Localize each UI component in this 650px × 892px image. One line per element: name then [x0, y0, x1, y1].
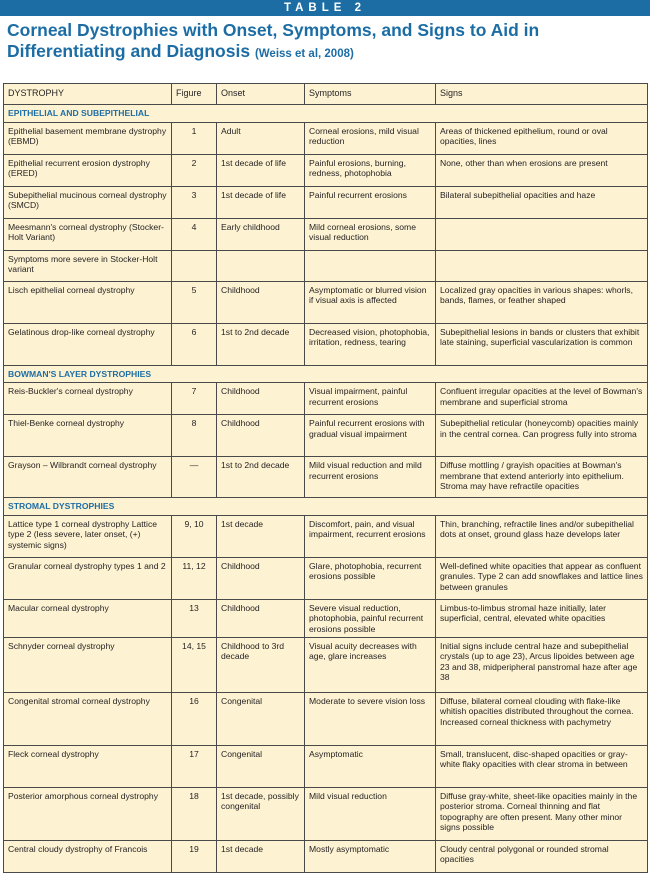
- cell-dystrophy: Symptoms more severe in Stocker-Holt variant: [4, 250, 172, 281]
- cell-dystrophy: Thiel-Benke corneal dystrophy: [4, 415, 172, 457]
- cell-onset: Adult: [217, 122, 305, 154]
- table-header-row: [4, 84, 648, 105]
- cell-figure: 3: [172, 186, 217, 218]
- cell-figure: —: [172, 457, 217, 498]
- cell-symptoms: [305, 250, 436, 281]
- cell-symptoms: Mostly asymptomatic: [305, 840, 436, 872]
- table-row: [4, 692, 648, 745]
- cell-signs: Localized gray opacities in various shapes: whorls, bands, flames, or feather shaped: [436, 281, 648, 323]
- title-citation: (Weiss et al, 2008): [254, 48, 354, 60]
- cell-signs: Cloudy central polygonal or rounded stromal opacities: [436, 840, 648, 872]
- cell-symptoms: Glare, photophobia, recurrent erosions possible: [305, 557, 436, 599]
- cell-symptoms: Asymptomatic: [305, 745, 436, 787]
- cell-onset: Childhood: [217, 415, 305, 457]
- cell-signs: [436, 218, 648, 250]
- cell-signs: Diffuse mottling / grayish opacities at Bowman's membrane that extend anteriorly into epithelium. Stroma may have refractile opacities: [436, 457, 648, 498]
- cell-dystrophy: Epithelial basement membrane dystrophy (EBMD): [4, 122, 172, 154]
- cell-symptoms: Visual acuity decreases with age, glare increases: [305, 637, 436, 692]
- section-row: [4, 498, 648, 516]
- cell-signs: None, other than when erosions are present: [436, 154, 648, 186]
- cell-signs: Subepithelial lesions in bands or clusters that exhibit late staining, superficial vascularization is common: [436, 323, 648, 365]
- table-row: [4, 787, 648, 840]
- title-area: [0, 16, 650, 79]
- cell-signs: [436, 250, 648, 281]
- table-row: [4, 637, 648, 692]
- cell-figure: 16: [172, 692, 217, 745]
- cell-signs: Limbus-to-limbus stromal haze initially, later superficial, central, elevated white opacities: [436, 599, 648, 637]
- column-header: Figure: [172, 84, 217, 105]
- table-row: [4, 218, 648, 250]
- cell-figure: 5: [172, 281, 217, 323]
- cell-dystrophy: Fleck corneal dystrophy: [4, 745, 172, 787]
- cell-figure: 18: [172, 787, 217, 840]
- cell-symptoms: Corneal erosions, mild visual reduction: [305, 122, 436, 154]
- cell-signs: Bilateral subepithelial opacities and haze: [436, 186, 648, 218]
- cell-dystrophy: Reis-Buckler's corneal dystrophy: [4, 383, 172, 415]
- cell-figure: 1: [172, 122, 217, 154]
- table-number-banner: [0, 0, 650, 16]
- table-body: [4, 105, 648, 873]
- cell-dystrophy: Central cloudy dystrophy of Francois: [4, 840, 172, 872]
- section-row: [4, 105, 648, 123]
- cell-symptoms: Severe visual reduction, photophobia, painful recurrent erosions possible: [305, 599, 436, 637]
- cell-dystrophy: Granular corneal dystrophy types 1 and 2: [4, 557, 172, 599]
- cell-figure: 9, 10: [172, 515, 217, 557]
- cell-dystrophy: Congenital stromal corneal dystrophy: [4, 692, 172, 745]
- cell-signs: Diffuse, bilateral corneal clouding with flake-like whitish opacities distributed throughout the cornea. Increased corneal thickness with pachymetry: [436, 692, 648, 745]
- cell-figure: 14, 15: [172, 637, 217, 692]
- cell-onset: 1st decade, possibly congenital: [217, 787, 305, 840]
- column-header: DYSTROPHY: [4, 84, 172, 105]
- cell-onset: Childhood: [217, 599, 305, 637]
- table-row: [4, 745, 648, 787]
- cell-figure: 4: [172, 218, 217, 250]
- cell-dystrophy: Gelatinous drop-like corneal dystrophy: [4, 323, 172, 365]
- cell-signs: Subepithelial reticular (honeycomb) opacities mainly in the central cornea. Can progress fully into stroma: [436, 415, 648, 457]
- cell-dystrophy: Grayson – Wilbrandt corneal dystrophy: [4, 457, 172, 498]
- cell-symptoms: Mild visual reduction: [305, 787, 436, 840]
- table-row: [4, 840, 648, 872]
- cell-onset: 1st to 2nd decade: [217, 457, 305, 498]
- table-row: [4, 323, 648, 365]
- cell-symptoms: Painful erosions, burning, redness, photophobia: [305, 154, 436, 186]
- cell-onset: Childhood: [217, 557, 305, 599]
- cell-onset: 1st decade of life: [217, 154, 305, 186]
- section-heading: BOWMAN'S LAYER DYSTROPHIES: [4, 365, 648, 383]
- cell-onset: Childhood: [217, 281, 305, 323]
- cell-signs: Thin, branching, refractile lines and/or subepithelial dots at onset, ground glass haze develops later: [436, 515, 648, 557]
- cell-onset: 1st decade of life: [217, 186, 305, 218]
- table-row: [4, 154, 648, 186]
- cell-symptoms: Visual impairment, painful recurrent erosions: [305, 383, 436, 415]
- cell-symptoms: Discomfort, pain, and visual impairment, recurrent erosions: [305, 515, 436, 557]
- table-row: [4, 383, 648, 415]
- cell-dystrophy: Schnyder corneal dystrophy: [4, 637, 172, 692]
- page-title: [7, 20, 642, 65]
- cell-dystrophy: Macular corneal dystrophy: [4, 599, 172, 637]
- dystrophy-table-container: [3, 83, 647, 873]
- table-number-label: TABLE 2: [283, 2, 367, 14]
- cell-symptoms: Painful recurrent erosions: [305, 186, 436, 218]
- cell-figure: [172, 250, 217, 281]
- cell-onset: Childhood to 3rd decade: [217, 637, 305, 692]
- section-row: [4, 365, 648, 383]
- table-row: [4, 250, 648, 281]
- title-text: Corneal Dystrophies with Onset, Symptoms, and Signs to Aid in Differentiating and Diagnosis: [7, 20, 540, 61]
- cell-dystrophy: Lisch epithelial corneal dystrophy: [4, 281, 172, 323]
- cell-onset: Congenital: [217, 745, 305, 787]
- cell-signs: Diffuse gray-white, sheet-like opacities mainly in the posterior stroma. Corneal thinning and flat topography are often present. Many other minor signs possible: [436, 787, 648, 840]
- cell-figure: 2: [172, 154, 217, 186]
- cell-onset: Early childhood: [217, 218, 305, 250]
- cell-onset: [217, 250, 305, 281]
- table-row: [4, 515, 648, 557]
- cell-signs: Confluent irregular opacities at the level of Bowman's membrane and superficial stroma: [436, 383, 648, 415]
- cell-symptoms: Mild visual reduction and mild recurrent erosions: [305, 457, 436, 498]
- cell-signs: Well-defined white opacities that appear as confluent granules. Type 2 can add snowflakes and lattice lines between granules: [436, 557, 648, 599]
- cell-signs: Areas of thickened epithelium, round or oval opacities, lines: [436, 122, 648, 154]
- cell-onset: 1st decade: [217, 515, 305, 557]
- cell-onset: Childhood: [217, 383, 305, 415]
- cell-dystrophy: Epithelial recurrent erosion dystrophy (ERED): [4, 154, 172, 186]
- cell-figure: 19: [172, 840, 217, 872]
- cell-symptoms: Asymptomatic or blurred vision if visual axis is affected: [305, 281, 436, 323]
- column-header: Symptoms: [305, 84, 436, 105]
- cell-figure: 6: [172, 323, 217, 365]
- cell-figure: 8: [172, 415, 217, 457]
- cell-onset: 1st decade: [217, 840, 305, 872]
- cell-symptoms: Mild corneal erosions, some visual reduction: [305, 218, 436, 250]
- cell-figure: 17: [172, 745, 217, 787]
- cell-signs: Initial signs include central haze and subepithelial crystals (up to age 23), Arcus lipoides between age 23 and 38, midperipheral panstromal haze after age 38: [436, 637, 648, 692]
- table-row: [4, 557, 648, 599]
- cell-dystrophy: Posterior amorphous corneal dystrophy: [4, 787, 172, 840]
- section-heading: EPITHELIAL AND SUBEPITHELIAL: [4, 105, 648, 123]
- table-row: [4, 457, 648, 498]
- cell-onset: 1st to 2nd decade: [217, 323, 305, 365]
- cell-figure: 7: [172, 383, 217, 415]
- cell-dystrophy: Lattice type 1 corneal dystrophy Lattice type 2 (less severe, later onset, (+) systemic signs): [4, 515, 172, 557]
- dystrophy-table: [3, 83, 648, 873]
- cell-symptoms: Moderate to severe vision loss: [305, 692, 436, 745]
- table-row: [4, 599, 648, 637]
- table-row: [4, 186, 648, 218]
- column-header: Signs: [436, 84, 648, 105]
- cell-symptoms: Decreased vision, photophobia, irritation, redness, tearing: [305, 323, 436, 365]
- column-header: Onset: [217, 84, 305, 105]
- table-row: [4, 281, 648, 323]
- table-row: [4, 415, 648, 457]
- cell-signs: Small, translucent, disc-shaped opacities or gray-white flaky opacities with clear stroma in between: [436, 745, 648, 787]
- cell-figure: 13: [172, 599, 217, 637]
- cell-symptoms: Painful recurrent erosions with gradual visual impairment: [305, 415, 436, 457]
- cell-figure: 11, 12: [172, 557, 217, 599]
- cell-onset: Congenital: [217, 692, 305, 745]
- cell-dystrophy: Meesmann's corneal dystrophy (Stocker-Holt Variant): [4, 218, 172, 250]
- section-heading: STROMAL DYSTROPHIES: [4, 498, 648, 516]
- cell-dystrophy: Subepithelial mucinous corneal dystrophy (SMCD): [4, 186, 172, 218]
- table-row: [4, 122, 648, 154]
